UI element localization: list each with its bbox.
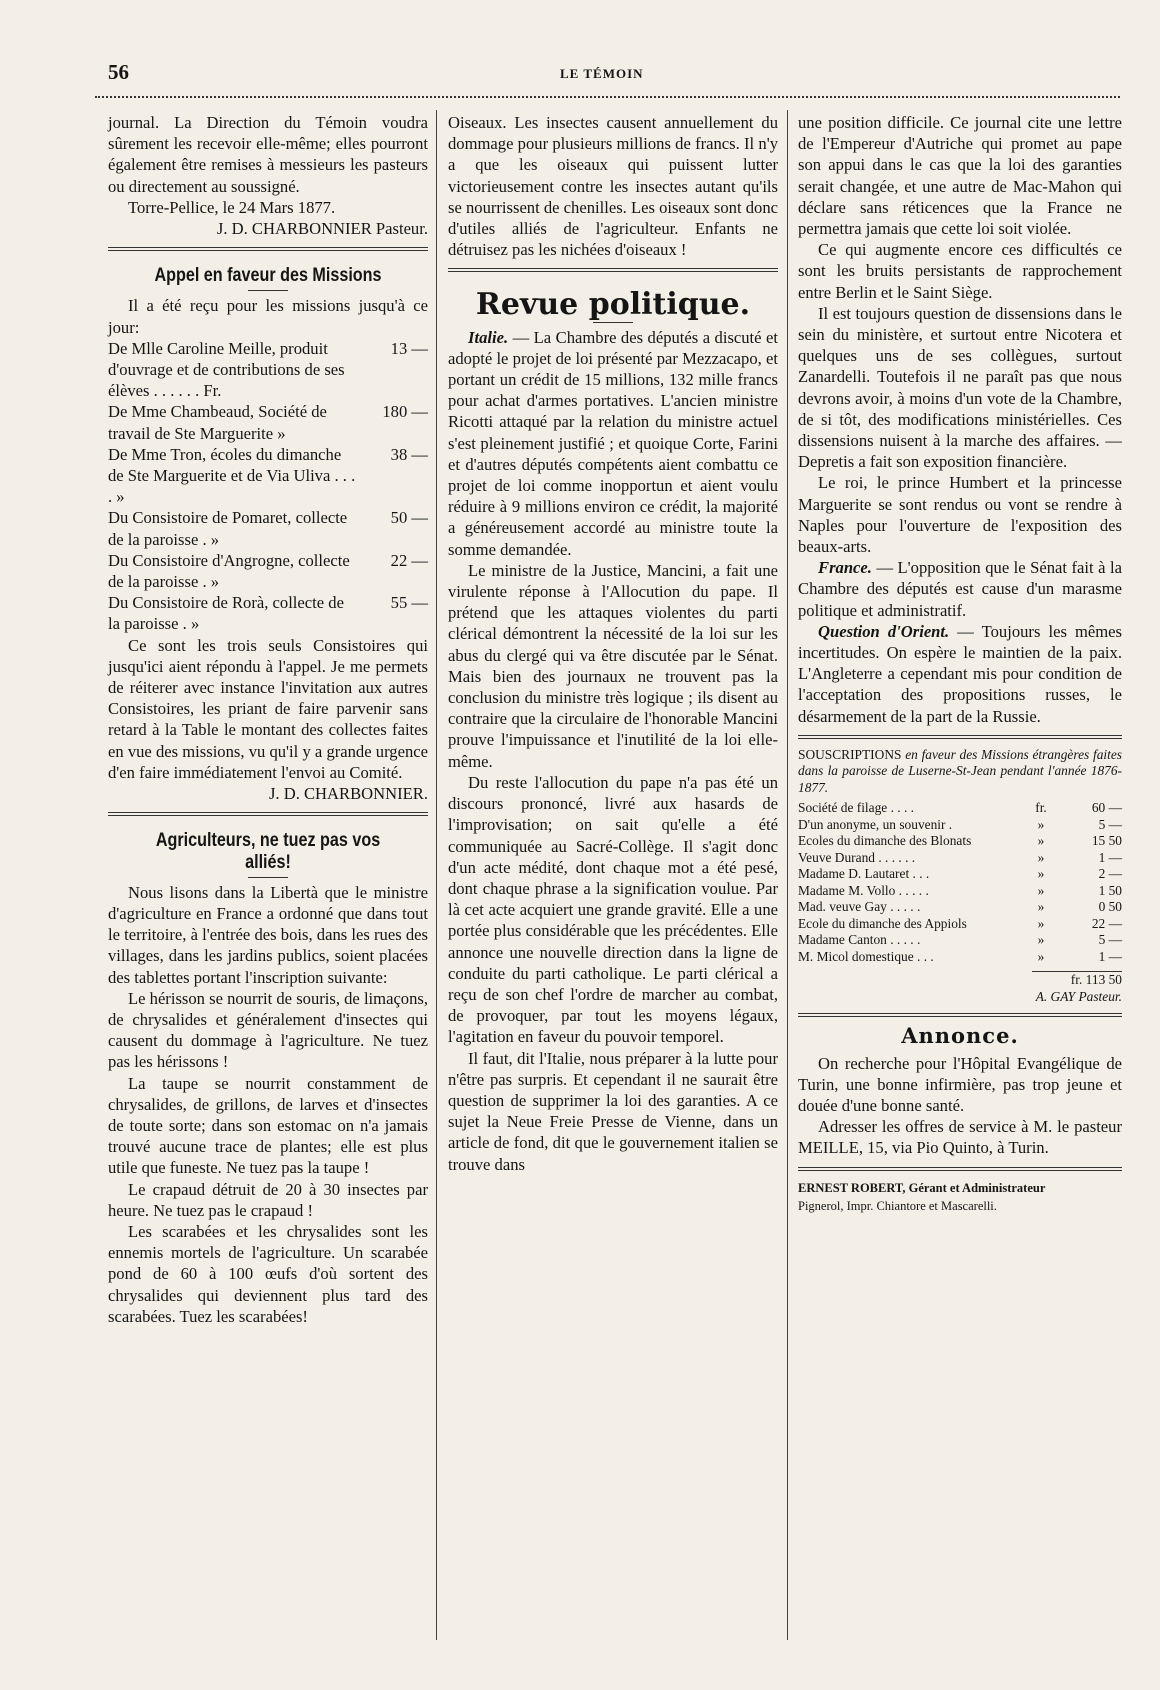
column-1 [108, 112, 428, 1327]
subscriptions-subtitle: en faveur des Missions étrangères faites dans la paroisse de Luserne-St-Jean pendant l'année 1876-1877. [798, 746, 1122, 795]
intro-place-date: Torre-Pellice, le 24 Mars 1877. [128, 197, 336, 217]
oiseaux-paragraph: Oiseaux. Les insectes causent annuellement du dommage pour plusieurs millions de francs. Il n'y a que les oiseaux qui puissent lutter victorieusement contre les insectes autant qu'ils se nourrissent de chenilles. Les oiseaux sont donc d'utiles alliés de l'agriculteur. Enfants ne détruisez pas les nichées d'oiseaux ! [448, 113, 778, 260]
journal-title: LE TÉMOIN [560, 66, 644, 81]
section-rule [108, 812, 428, 816]
section-rule [108, 247, 428, 251]
page-number: 56 [108, 60, 129, 84]
subscription-row: Société de filage . . . . fr. 60 — [798, 800, 1122, 816]
subscription-row: Madame M. Vollo . . . . . » 1 50 [798, 882, 1122, 898]
column-divider-2 [787, 110, 788, 1640]
section-rule [798, 735, 1122, 739]
politics-paragraph: Le roi, le prince Humbert et la princesse Marguerite se sont rendus ou vont se rendre à Naples pour l'ouverture de l'exposition des beaux-arts. [798, 473, 1122, 557]
italie-paragraph: Italie. — La Chambre des députés a discuté et adopté le projet de loi présenté par Mezzacapo, et portant un crédit de 15 millions, 132 mille francs pour achat d'armes portatives. L'ancien ministre Ricotti attaqué par la relation du ministre actuel s'est pleinement justifié ; et quoique Corte, Farini et d'autres députés compétents aient combattu ce projet de loi comme inopportun et aient voulu réduire à 9 millions environ ce crédit, la majorité a généreusement accordé au ministre toute la somme demandée. [448, 327, 778, 559]
subscriptions-heading [798, 747, 1122, 797]
donation-list [108, 338, 428, 635]
appel-title: Appel en faveur des Missions [154, 265, 382, 287]
intro-signature: J. D. CHARBONNIER Pasteur. [216, 219, 428, 239]
donation-row: De Mme Tron, écoles du dimanche de Ste Marguerite et de Via Uliva . . . . » 38 — [108, 444, 428, 507]
france-paragraph: France. — L'opposition que le Sénat fait à la Chambre des députés est cause d'un marasme politique et administratif. [798, 558, 1122, 620]
orient-label: Question d'Orient. [818, 621, 950, 641]
section-rule [798, 1167, 1122, 1171]
subscriptions-signature: A. GAY Pasteur. [1035, 988, 1122, 1004]
appel-signature: J. D. CHARBONNIER. [268, 784, 428, 804]
agri-paragraph: La taupe se nourrit constamment de chrysalides, de grillons, de larves et d'insectes de toute sorte; dans son estomac on n'a jamais trouvé aucune trace de plantes; elle est plus utile que funeste. Ne tuez pas la taupe ! [108, 1073, 428, 1178]
donation-row: Du Consistoire de Rorà, collecte de la paroisse . » 55 — [108, 593, 428, 634]
subscription-row: Madame Canton . . . . . » 5 — [798, 932, 1122, 948]
agri-title: Agriculteurs, ne tuez pas vos alliés! [155, 830, 381, 873]
politics-paragraph: Du reste l'allocution du pape n'a pas été un discours prononcé, livré aux hasards de l'improvisation; on sait qu'elle a été communiquée au Sacré-Collège. Il s'agit donc d'un acte médité, dont chaque mot a été pesé, dont chaque phrase a la signification voulue. Par là cet acte acquiert une grande gravité. Elle a une portée plus considérable que les précédentes. Elle annonce une nouvelle direction dans la ligne de conduite du parti catholique. Le parti clérical a reçu de son chef l'ordre de marcher au combat, de provoquer, par tout les moyens légaux, l'agitation en faveur du pouvoir temporel. [448, 772, 778, 1047]
column-divider-1 [436, 110, 437, 1640]
section-rule [798, 1013, 1122, 1017]
subscription-row: D'un anonyme, un souvenir . » 5 — [798, 816, 1122, 832]
orient-paragraph: Question d'Orient. — Toujours les mêmes incertitudes. On espère le maintien de la paix. L'Angleterre a cependant mis pour condition de l'acceptation des propositions russes, le désarmement de la part de la Russie. [798, 621, 1122, 726]
subscription-row: Veuve Durand . . . . . . » 1 — [798, 849, 1122, 865]
agri-paragraph: Les scarabées et les chrysalides sont les ennemis mortels de l'agriculture. Un scarabée pond de 60 à 100 œufs d'où sortent des chrysalides qui deviennent plus tard des scarabées. Tuez les scarabées! [108, 1221, 428, 1326]
short-rule [248, 877, 288, 878]
subscriptions-list [798, 800, 1122, 965]
appel-closing: Ce sont les trois seuls Consistoires qui jusqu'ici aient répondu à l'appel. Je me permets de réiterer avec instance l'invitation aux autres Consistoires, les priant de faire parvenir sans retard à la Table le montant des collectes faites en vue des missions, vu qu'il y a grande urgence d'en faire immédiatement l'envoi au Comité. [108, 635, 428, 782]
column-2 [448, 112, 778, 1175]
politics-paragraph: Il est toujours question de dissensions dans le sein du ministère, et surtout entre Nicotera et quelques uns de ses collègues, surtout Zanardelli. Toutefois il ne paraît pas que nous devrons avoir, à moins d'un vote de la Chambre, de si tôt, des modifications ministérielles. Ces dissensions nuisent à la marche des affaires. — Depretis a fait son exposition financière. [798, 303, 1122, 472]
politics-paragraph: une position difficile. Ce journal cite une lettre de l'Empereur d'Autriche qui promet au pape son appui dans le cas que la loi des garanties serait changée, et une autre de Mac-Mahon qui déclare sans réticences que la France ne permettra jamais que cette loi soit violée. [798, 113, 1122, 239]
intro-paragraph: journal. La Direction du Témoin voudra sûrement les recevoir elle-même; elles pourront également être remises à messieurs les pasteurs ou directement au soussigné. [108, 113, 428, 196]
header-rule [95, 96, 1120, 98]
imprimerie-line: Pignerol, Impr. Chiantore et Mascarelli. [798, 1198, 997, 1213]
agri-paragraph: Le hérisson se nourrit de souris, de limaçons, de chrysalides et généralement d'insectes qui causent du dommage à l'agriculture. Ne tuez pas les hérissons ! [108, 988, 429, 1072]
subscription-row: Mad. veuve Gay . . . . . » 0 50 [798, 899, 1122, 915]
donation-row: Du Consistoire d'Angrogne, collecte de la paroisse . » 22 — [108, 550, 428, 592]
france-label: France. [818, 558, 872, 578]
section-rule [448, 268, 778, 272]
politics-paragraph: Ce qui augmente encore ces difficultés ce sont les bruits persistants de rapprochement entre Berlin et le Saint Siège. [798, 240, 1122, 302]
gerant-line: ERNEST ROBERT, Gérant et Administrateur [798, 1180, 1046, 1195]
donation-row: De Mlle Caroline Meille, produit d'ouvrage et de contributions de ses élèves . . . . . . Fr. 13 — [108, 338, 428, 401]
politics-paragraph: Le ministre de la Justice, Mancini, a fait une virulente réponse à l'Allocution du pape. Il prétend que les attaques violentes du parti clérical démontrent la nécessité de la loi sur les abus du clergé qui va être discutée par le Sénat. Mais bien des journaux ne trouvent pas la conclusion du ministre très logique ; ils disent au contraire que la circulaire de l'honorable Mancini prouve l'impuissance et l'inutilité de la loi elle-même. [448, 560, 778, 771]
italie-label: Italie. [468, 327, 509, 347]
agri-paragraph: Nous lisons dans la Libertà que le ministre d'agriculture en France a ordonné que dans tout le territoire, à l'entrée des bois, dans les rues des villages, dans les jardins publics, soient placées des tablettes portant l'inscription suivante: [108, 882, 428, 987]
revue-title: Revue politique. [475, 287, 751, 323]
subscription-row: M. Micol domestique . . . » 1 — [798, 948, 1122, 964]
subscription-row: Madame D. Lautaret . . . » 2 — [798, 866, 1122, 882]
annonce-paragraph: Adresser les offres de service à M. le pasteur MEILLE, 15, via Pio Quinto, à Turin. [798, 1117, 1122, 1158]
annonce-paragraph: On recherche pour l'Hôpital Evangélique de Turin, une bonne infirmière, pas trop jeune et douée d'une bonne santé. [798, 1053, 1122, 1115]
subscriptions-title: SOUSCRIPTIONS [798, 746, 902, 762]
subscription-row: Ecole du dimanche des Appiols » 22 — [798, 915, 1122, 931]
appel-intro: Il a été reçu pour les missions jusqu'à ce jour: [108, 296, 428, 337]
column-3 [798, 112, 1122, 1215]
donation-row: De Mme Chambeaud, Société de travail de Ste Marguerite » 180 — [108, 402, 428, 443]
short-rule [248, 290, 288, 291]
subscription-row: Ecoles du dimanche des Blonats » 15 50 [798, 833, 1122, 849]
annonce-title: Annonce. [901, 1023, 1019, 1049]
politics-paragraph: Il faut, dit l'Italie, nous préparer à la lutte pour n'être pas surpris. Et cependant il ne saurait être question de supprimer la loi des garanties. A ce sujet la Neue Freie Presse de Vienne, dans un article de fond, dit que le gouvernement italien se trouve dans [448, 1048, 778, 1174]
subscriptions-total: fr. 113 50 [1070, 972, 1122, 988]
donation-row: Du Consistoire de Pomaret, collecte de la paroisse . » 50 — [108, 508, 428, 549]
agri-paragraph: Le crapaud détruit de 20 à 30 insectes par heure. Ne tuez pas le crapaud ! [108, 1179, 428, 1220]
